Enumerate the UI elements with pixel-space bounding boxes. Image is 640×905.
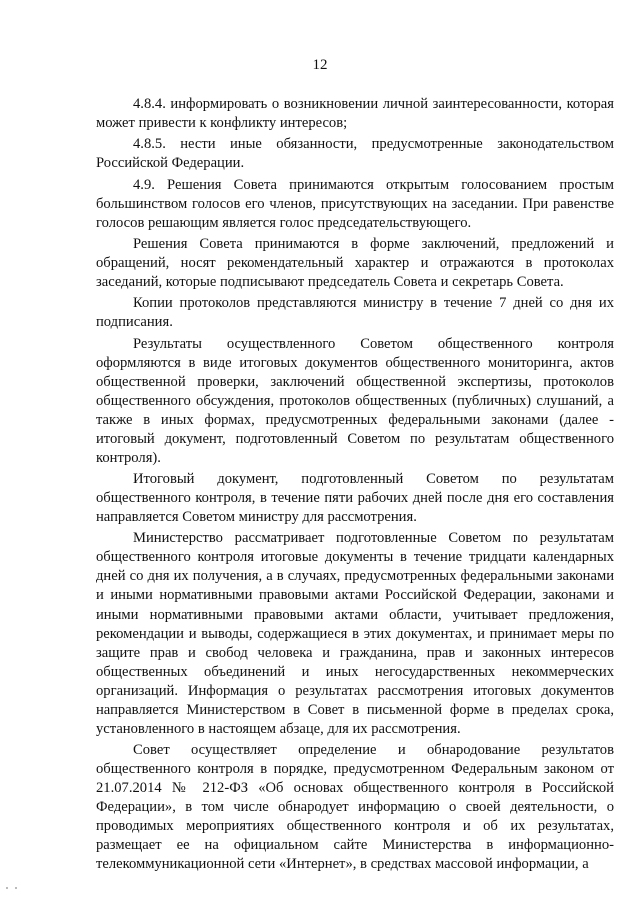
scan-speck	[6, 887, 8, 889]
paragraph-council-publication: Совет осуществляет определение и обнародование результатов общественного контроля в порядке, предусмотренном Федеральным законом от 21.07.2014 № 212-ФЗ «Об основах общественного контроля в Российской Федерации», в том числе обнародует информацию о своей деятельности, о проводимых мероприятиях общественного контроля и об их результатах, размещает ее на официальном сайте Министерства в информационно-телекоммуникационной сети «Интернет», в средствах массовой информации, а	[96, 742, 614, 873]
paragraph-control-results: Результаты осуществленного Советом общественного контроля оформляются в виде итоговых документов общественного мониторинга, актов общественной проверки, заключений общественной экспертизы, протоколов общественного обсуждения, протоколов общественных (публичных) слушаний, а также в иных формах, предусмотренных федеральными законами (далее - итоговый документ, подготовленный Советом по результатам общественного контроля).	[96, 335, 614, 466]
paragraph-protocol-copies: Копии протоколов представляются министру в течение 7 дней со дня их подписания.	[96, 295, 614, 331]
paragraph-ministry-review: Министерство рассматривает подготовленные Советом по результатам общественного контроля итоговые документы в течение тридцати календарных дней со дня их получения, а в случаях, предусмотренных федеральными законами и иными нормативными правовыми актами Российской Федерации, законами и иными нормативными правовыми актами области, учитывает предложения, рекомендации и выводы, содержащиеся в этих документах, и принимает меры по защите прав и свобод человека и гражданина, прав и законных интересов общественных объединений и иных негосударственных некоммерческих организаций. Информация о результатах рассмотрения итоговых документов направляется Министерством в Совет в письменной форме в пределах срока, установленного в настоящем абзаце, для их рассмотрения.	[96, 530, 614, 737]
paragraph-4-9: 4.9. Решения Совета принимаются открытым голосованием простым большинством голосов его членов, присутствующих на заседании. При равенстве голосов решающим является голос председательствующего.	[96, 176, 614, 231]
scan-speck	[15, 887, 17, 889]
document-body	[96, 95, 614, 874]
paragraph-4-8-5: 4.8.5. нести иные обязанности, предусмотренные законодательством Российской Федерации.	[96, 136, 614, 172]
paragraph-4-8-4: 4.8.4. информировать о возникновении личной заинтересованности, которая может привести к конфликту интересов;	[96, 96, 614, 132]
paragraph-final-document: Итоговый документ, подготовленный Советом по результатам общественного контроля, в течение пяти рабочих дней после дня его составления направляется Советом министру для рассмотрения.	[96, 471, 614, 526]
page-number: 12	[312, 57, 328, 73]
paragraph-decisions-form: Решения Совета принимаются в форме заключений, предложений и обращений, носят рекомендательный характер и отражаются в протоколах заседаний, которые подписывают председатель Совета и секретарь Совета.	[96, 235, 614, 290]
